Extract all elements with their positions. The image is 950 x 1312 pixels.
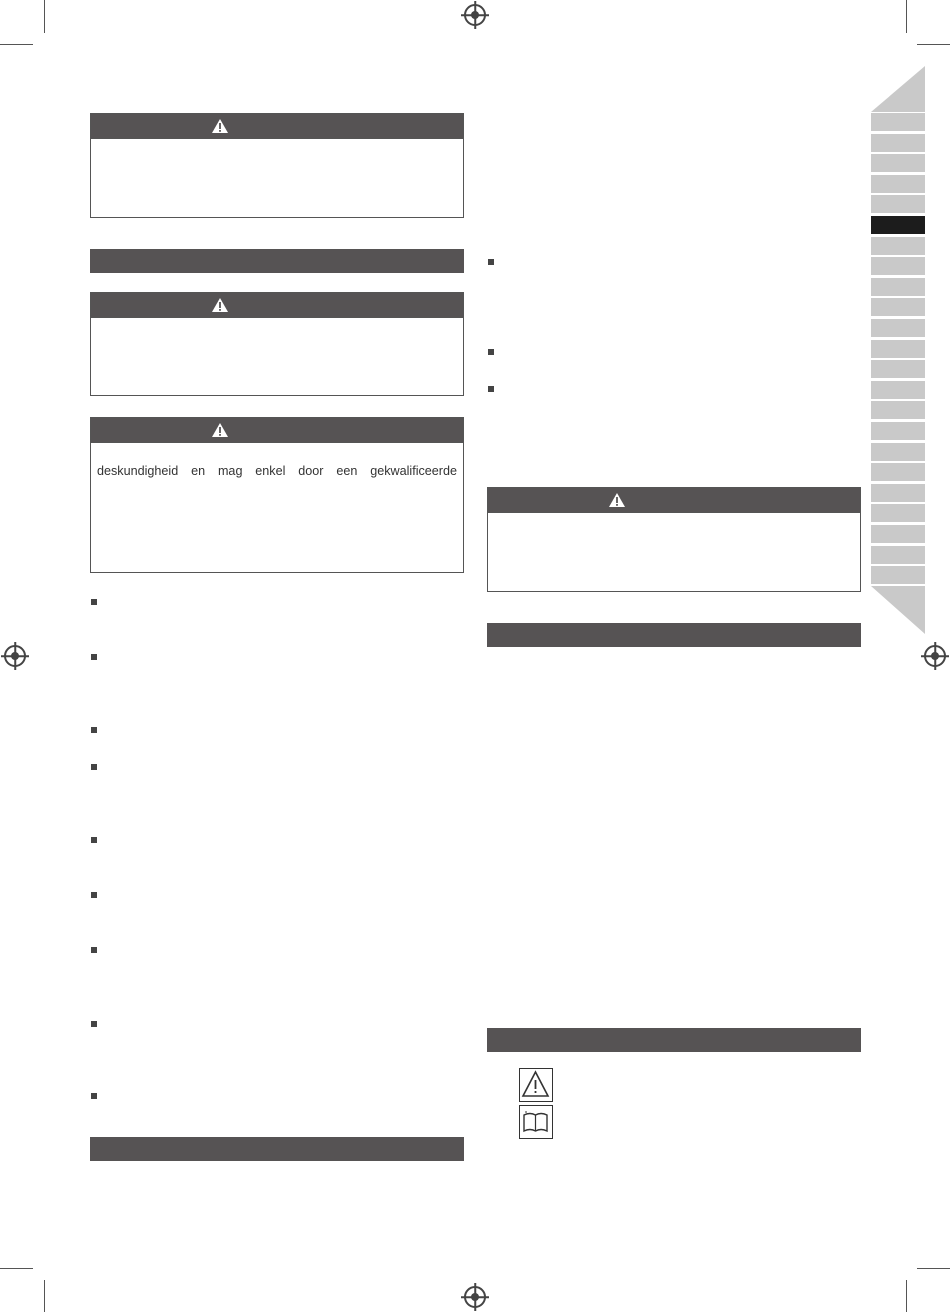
language-tab — [871, 524, 925, 543]
tab-strip-top-chevron — [871, 66, 925, 112]
warning-header — [488, 488, 860, 513]
warning-box — [487, 487, 861, 592]
language-tab — [871, 483, 925, 502]
language-tab — [871, 318, 925, 337]
trim-mark — [906, 1280, 907, 1312]
read-manual-icon — [520, 1106, 551, 1137]
section-heading-bar — [487, 623, 861, 647]
bullet-marker — [488, 349, 494, 355]
language-tab — [871, 236, 925, 255]
registration-mark-icon — [4, 645, 26, 667]
language-tab — [871, 462, 925, 481]
language-tab — [871, 133, 925, 152]
trim-mark — [44, 0, 45, 33]
language-tab — [871, 421, 925, 440]
section-heading-bar — [487, 1028, 861, 1052]
registration-mark-icon — [464, 1286, 486, 1308]
language-tab — [871, 359, 925, 378]
warning-box — [90, 113, 464, 218]
bullet-marker — [91, 947, 97, 953]
language-tab — [871, 174, 925, 193]
warning-box — [90, 417, 464, 573]
language-tab — [871, 297, 925, 316]
language-tab — [871, 112, 925, 131]
warning-triangle-icon — [608, 492, 626, 508]
bullet-marker — [91, 892, 97, 898]
language-tab-active — [871, 215, 925, 234]
warning-text: deskundigheid en mag enkel door een gekwalificeerde — [97, 464, 457, 478]
tab-strip-bottom-chevron — [871, 586, 925, 634]
language-tab — [871, 503, 925, 522]
bullet-marker — [91, 599, 97, 605]
language-tab — [871, 545, 925, 564]
language-tab — [871, 153, 925, 172]
manual-symbol — [519, 1105, 553, 1139]
registration-mark-icon — [464, 4, 486, 26]
trim-mark — [906, 0, 907, 33]
warning-text — [91, 318, 463, 338]
bullet-marker — [488, 386, 494, 392]
warning-triangle-icon — [211, 118, 229, 134]
bullet-marker — [91, 1093, 97, 1099]
language-tab — [871, 400, 925, 419]
bullet-marker — [91, 727, 97, 733]
bullet-marker — [91, 837, 97, 843]
section-heading-bar — [90, 249, 464, 273]
warning-triangle-icon — [211, 297, 229, 313]
registration-mark-icon — [924, 645, 946, 667]
section-heading-bar — [90, 1137, 464, 1161]
trim-mark — [44, 1280, 45, 1312]
warning-triangle-icon — [211, 422, 229, 438]
warning-text — [488, 513, 860, 533]
bullet-marker — [91, 1021, 97, 1027]
language-tab — [871, 339, 925, 358]
language-tab — [871, 194, 925, 213]
bullet-marker — [91, 764, 97, 770]
trim-mark — [917, 44, 950, 45]
warning-triangle-icon — [520, 1069, 551, 1100]
bullet-marker — [91, 654, 97, 660]
trim-mark — [0, 44, 33, 45]
warning-header — [91, 418, 463, 443]
language-tab — [871, 565, 925, 584]
trim-mark — [917, 1268, 950, 1269]
warning-header — [91, 114, 463, 139]
language-tab — [871, 256, 925, 275]
bullet-marker — [488, 259, 494, 265]
language-tab — [871, 442, 925, 461]
warning-box — [90, 292, 464, 396]
warning-text — [91, 139, 463, 159]
language-tab — [871, 277, 925, 296]
language-tab — [871, 380, 925, 399]
warning-symbol — [519, 1068, 553, 1102]
trim-mark — [0, 1268, 33, 1269]
warning-header — [91, 293, 463, 318]
